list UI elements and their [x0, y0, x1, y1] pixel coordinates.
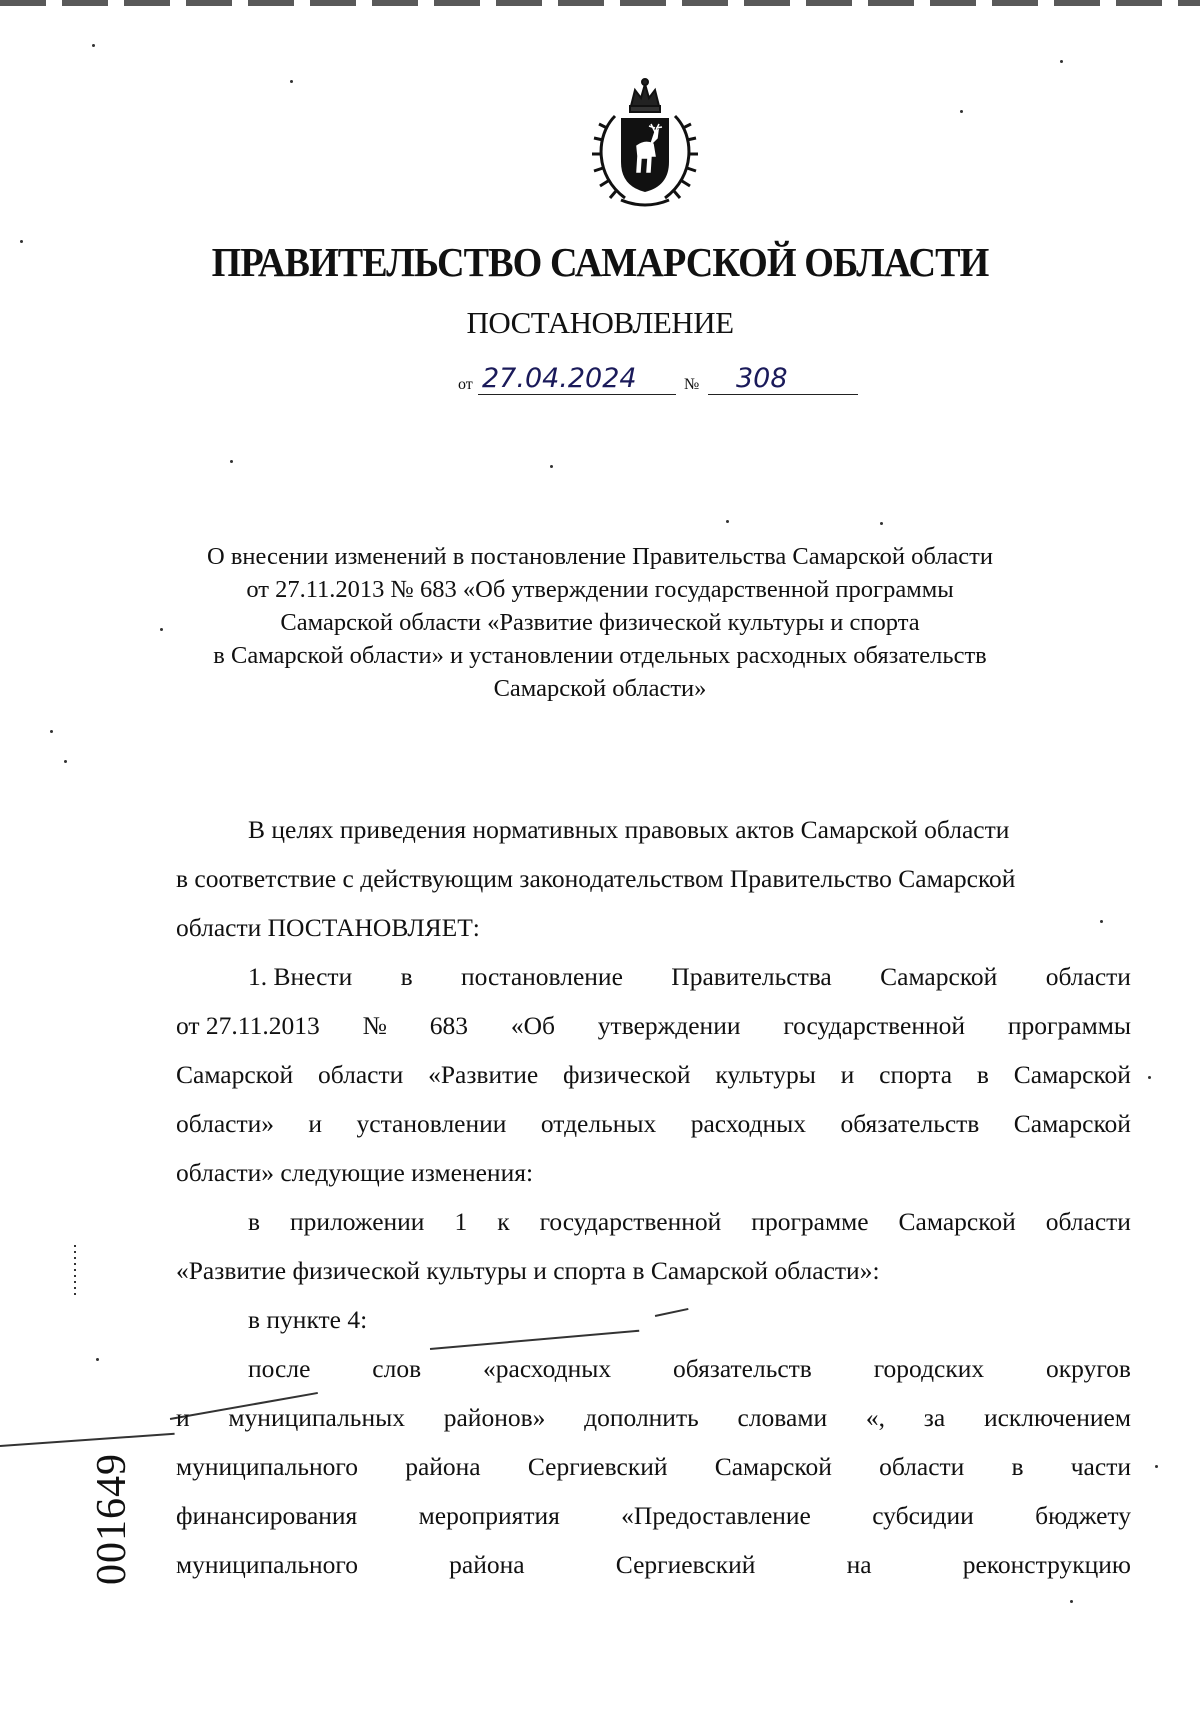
- body-line: в пункте 4:: [248, 1305, 368, 1334]
- scan-speck: [64, 760, 67, 763]
- body-word: Сергиевский: [615, 1550, 756, 1579]
- body-word: программы: [1007, 1011, 1131, 1040]
- body-line-justified: [176, 1344, 1131, 1393]
- body-line-justified: [176, 952, 1131, 1001]
- body-word: к: [497, 1207, 510, 1236]
- body-word: области: [318, 1060, 404, 1089]
- subject-line: в Самарской области» и установлении отдельных расходных обязательств: [213, 642, 987, 669]
- body-word: Самарской: [1013, 1060, 1131, 1089]
- body-line: «Развитие физической культуры и спорта в Самарской области»:: [176, 1256, 880, 1285]
- body-word: области: [1045, 1207, 1131, 1236]
- scan-speck: [960, 110, 963, 113]
- scan-edge-artifact: [0, 0, 1200, 6]
- date-underline: [478, 394, 676, 396]
- body-word: «Развитие: [428, 1060, 539, 1089]
- body-word: Самарской: [176, 1060, 294, 1089]
- body-word: постановление: [461, 962, 623, 991]
- body-word: обязательств: [840, 1109, 980, 1138]
- body-word: культуры: [715, 1060, 816, 1089]
- body-line: области ПОСТАНОВЛЯЕТ:: [176, 913, 480, 942]
- body-word: районов»: [443, 1403, 546, 1432]
- body-word: в: [400, 962, 413, 991]
- body-word: за: [923, 1403, 946, 1432]
- body-word: округов: [1046, 1354, 1131, 1383]
- body-word: области: [1045, 962, 1131, 991]
- subject-line: Самарской области»: [493, 675, 707, 702]
- body-line-justified: [176, 1001, 1131, 1050]
- body-word: спорта: [879, 1060, 953, 1089]
- body-word: Самарской: [714, 1452, 832, 1481]
- date-prefix: от: [458, 376, 473, 393]
- scan-dots: [74, 1245, 76, 1295]
- body-line: В целях приведения нормативных правовых актов Самарской области: [248, 815, 1010, 844]
- body-line-justified: [176, 1442, 1131, 1491]
- body-word: и: [308, 1109, 323, 1138]
- body-word: Самарской: [898, 1207, 1016, 1236]
- body-word: словами: [737, 1403, 828, 1432]
- samara-coat-of-arms-icon: [585, 76, 705, 210]
- body-word: финансирования: [176, 1501, 358, 1530]
- body-word: городских: [873, 1354, 985, 1383]
- body-word: части: [1070, 1452, 1131, 1481]
- scan-speck: [1070, 1600, 1073, 1603]
- body-word: Самарской: [880, 962, 998, 991]
- body-word: 1: [454, 1207, 468, 1236]
- body-word: субсидии: [872, 1501, 974, 1530]
- scan-speck: [230, 460, 233, 463]
- body-word: в: [976, 1060, 989, 1089]
- document-type: ПОСТАНОВЛЕНИЕ: [466, 305, 734, 340]
- body-line-justified: [176, 1540, 1131, 1589]
- body-line: области» следующие изменения:: [176, 1158, 534, 1187]
- scan-speck: [50, 730, 53, 733]
- body-word: Самарской: [1013, 1109, 1131, 1138]
- body-word: программе: [751, 1207, 869, 1236]
- date-number-line: [458, 360, 858, 400]
- scan-speck: [1148, 1076, 1151, 1079]
- scan-speck: [1155, 1465, 1158, 1468]
- number-underline: [708, 394, 858, 396]
- body-word: «Об: [510, 1011, 555, 1040]
- body-line-justified: [176, 1393, 1131, 1442]
- body-word: области»: [176, 1109, 274, 1138]
- body-word: №: [362, 1011, 387, 1040]
- body-line: в соответствие с действующим законодательством Правительство Самарской: [176, 864, 1016, 893]
- body-word: «Предоставление: [621, 1501, 811, 1530]
- body-word: государственной: [783, 1011, 966, 1040]
- subject-line: от 27.11.2013 № 683 «Об утверждении государственной программы: [246, 576, 954, 603]
- body-word: муниципального: [176, 1452, 358, 1481]
- body-word: расходных: [690, 1109, 807, 1138]
- body-word: района: [405, 1452, 481, 1481]
- handwritten-date: 27.04.2024: [482, 363, 637, 394]
- body-word: и: [176, 1403, 190, 1432]
- government-title: ПРАВИТЕЛЬСТВО САМАРСКОЙ ОБЛАСТИ: [211, 239, 989, 285]
- body-word: области: [879, 1452, 965, 1481]
- handwritten-number: 308: [736, 363, 788, 394]
- body-word: «,: [865, 1403, 885, 1432]
- scan-speck: [290, 80, 293, 83]
- body-word: реконструкцию: [962, 1550, 1131, 1579]
- scan-speck: [726, 520, 729, 523]
- scan-speck: [96, 1358, 99, 1361]
- body-word: на: [846, 1550, 872, 1579]
- body-word: слов: [372, 1354, 422, 1383]
- body-line-justified: [176, 1491, 1131, 1540]
- scan-speck: [880, 522, 883, 525]
- body-word: от 27.11.2013: [176, 1011, 320, 1040]
- subject-line: О внесении изменений в постановление Правительства Самарской области: [207, 543, 993, 570]
- body-word: муниципального: [176, 1550, 358, 1579]
- body-word: приложении: [290, 1207, 425, 1236]
- body-word: в: [1011, 1452, 1024, 1481]
- body-line-justified: [176, 1099, 1131, 1148]
- body-word: 1. Внести: [248, 962, 353, 991]
- body-word: физической: [563, 1060, 691, 1089]
- body-word: бюджету: [1035, 1501, 1131, 1530]
- body-word: района: [449, 1550, 525, 1579]
- body-word: 683: [429, 1011, 468, 1040]
- body-word: в: [248, 1207, 261, 1236]
- scan-speck: [20, 240, 23, 243]
- margin-registration-number: 001649: [89, 1453, 135, 1585]
- body-word: утверждении: [597, 1011, 741, 1040]
- body-line-justified: [176, 1197, 1131, 1246]
- body-word: государственной: [539, 1207, 722, 1236]
- scan-speck: [92, 44, 95, 47]
- body-line-justified: [176, 1050, 1131, 1099]
- body-word: дополнить: [584, 1403, 699, 1432]
- body-word: и: [840, 1060, 855, 1089]
- body-word: отдельных: [540, 1109, 657, 1138]
- subject-line: Самарской области «Развитие физической культуры и спорта: [280, 609, 920, 636]
- body-word: Правительства: [671, 962, 832, 991]
- body-word: «расходных: [483, 1354, 612, 1383]
- body-word: муниципальных: [228, 1403, 405, 1432]
- body-word: после: [248, 1354, 311, 1383]
- body-word: исключением: [983, 1403, 1131, 1432]
- body-word: обязательств: [672, 1354, 812, 1383]
- number-prefix: №: [684, 376, 700, 393]
- body-word: Сергиевский: [527, 1452, 668, 1481]
- body-word: мероприятия: [418, 1501, 560, 1530]
- document-body: [176, 805, 1131, 1589]
- scan-speck: [1060, 60, 1063, 63]
- document-subject: [150, 540, 1050, 705]
- scan-speck: [550, 465, 553, 468]
- scan-stray-line: [0, 1433, 175, 1447]
- body-word: установлении: [356, 1109, 507, 1138]
